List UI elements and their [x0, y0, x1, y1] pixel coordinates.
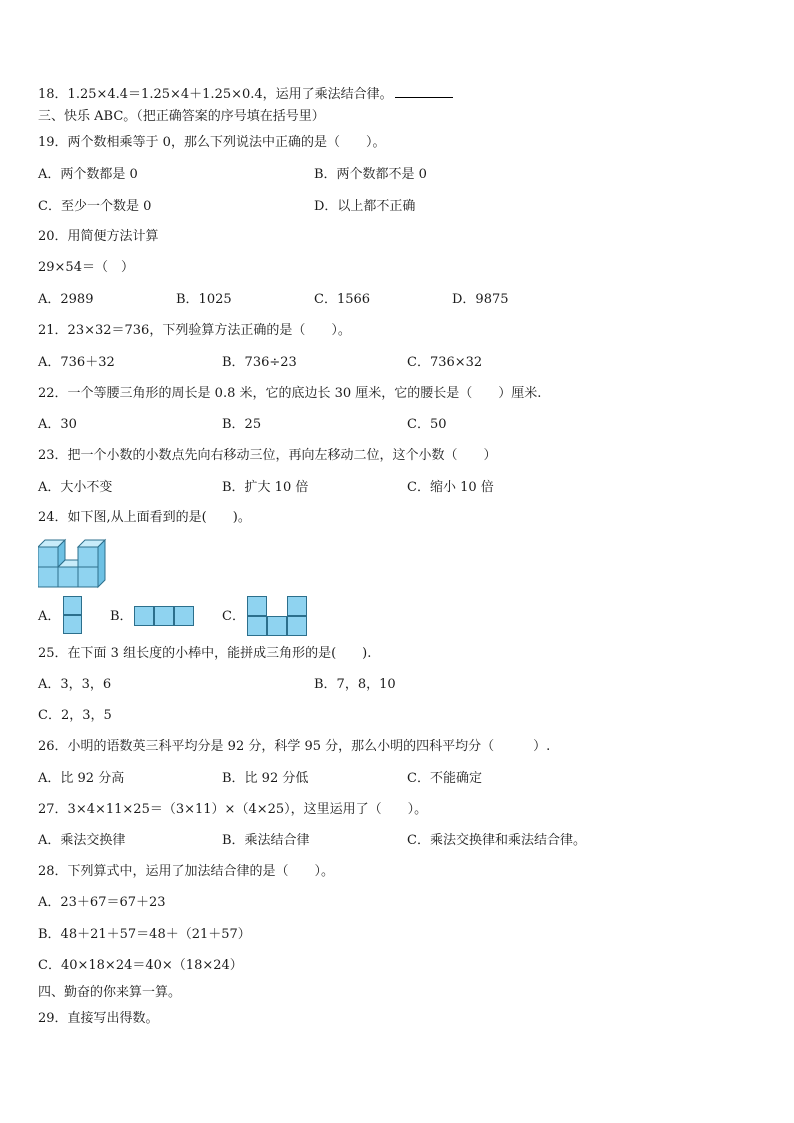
q23-option-c[interactable]: C．缩小 10 倍 [407, 480, 494, 495]
question-19-stem: 19．两个数相乘等于 0，那么下列说法中正确的是（ ）。 [38, 135, 386, 150]
answer-blank-18[interactable] [395, 84, 453, 98]
q20-option-c[interactable]: C．1566 [314, 292, 371, 307]
q24-option-a-label[interactable]: A． [38, 609, 61, 624]
q21-option-a[interactable]: A．736＋32 [38, 355, 115, 370]
q20-option-b[interactable]: B．1025 [176, 292, 232, 307]
q22-option-c[interactable]: C．50 [407, 417, 447, 432]
section-3-title: 三、快乐 ABC。（把正确答案的序号填在括号里） [38, 109, 325, 124]
q24-option-b-square[interactable] [154, 606, 174, 626]
q23-option-b[interactable]: B．扩大 10 倍 [222, 480, 309, 495]
q23-option-a[interactable]: A．大小不变 [38, 480, 113, 495]
q27-option-a[interactable]: A．乘法交换律 [38, 833, 126, 848]
question-22-stem: 22．一个等腰三角形的周长是 0.8 米，它的底边长 30 厘米，它的腰长是（ ）厘米. [38, 386, 542, 401]
q19-option-c[interactable]: C．至少一个数是 0 [38, 199, 152, 214]
q21-option-c[interactable]: C．736×32 [407, 355, 483, 370]
q19-option-a[interactable]: A．两个数都是 0 [38, 167, 138, 182]
question-23-stem: 23．把一个小数的小数点先向右移动三位，再向左移动二位，这个小数（ ） [38, 448, 497, 463]
q25-option-b[interactable]: B．7，8，10 [314, 677, 396, 692]
cube-stack-figure [38, 538, 108, 590]
q24-option-b-label[interactable]: B． [110, 609, 133, 624]
q20-option-a[interactable]: A．2989 [38, 292, 94, 307]
question-28-stem: 28．下列算式中，运用了加法结合律的是（ ）。 [38, 864, 335, 879]
q24-option-c-square[interactable] [287, 616, 307, 636]
q22-option-a[interactable]: A．30 [38, 417, 77, 432]
question-18 [38, 84, 453, 104]
q24-option-a-square[interactable] [63, 615, 82, 634]
q27-option-c[interactable]: C．乘法交换律和乘法结合律。 [407, 833, 586, 848]
q27-option-b[interactable]: B．乘法结合律 [222, 833, 310, 848]
section-4-title: 四、勤奋的你来算一算。 [38, 985, 182, 1000]
question-27-stem: 27．3×4×11×25＝（3×11）×（4×25），这里运用了（ ）。 [38, 802, 428, 817]
q24-option-a-square[interactable] [63, 596, 82, 615]
q21-option-b[interactable]: B．736÷23 [222, 355, 297, 370]
q22-option-b[interactable]: B．25 [222, 417, 262, 432]
q20-option-d[interactable]: D．9875 [452, 292, 509, 307]
q26-option-a[interactable]: A．比 92 分高 [38, 771, 125, 786]
question-24-stem: 24．如下图,从上面看到的是( )。 [38, 510, 251, 525]
question-18-text: 18．1.25×4.4＝1.25×4＋1.25×0.4，运用了乘法结合律。 [38, 87, 393, 102]
q25-option-a[interactable]: A．3，3，6 [38, 677, 112, 692]
question-20-expression: 29×54＝（ ） [38, 260, 134, 275]
q19-option-b[interactable]: B．两个数都不是 0 [314, 167, 427, 182]
question-25-stem: 25．在下面 3 组长度的小棒中，能拼成三角形的是( ). [38, 646, 372, 661]
q24-option-c-square[interactable] [247, 596, 267, 616]
q19-option-d[interactable]: D．以上都不正确 [314, 199, 416, 214]
q26-option-c[interactable]: C．不能确定 [407, 771, 482, 786]
q25-option-c[interactable]: C．2，3，5 [38, 708, 112, 723]
q26-option-b[interactable]: B．比 92 分低 [222, 771, 309, 786]
question-26-stem: 26．小明的语数英三科平均分是 92 分，科学 95 分，那么小明的四科平均分（ ）. [38, 739, 551, 754]
q24-option-b-square[interactable] [174, 606, 194, 626]
question-29-stem: 29．直接写出得数。 [38, 1011, 159, 1026]
q24-option-c-label[interactable]: C． [222, 609, 245, 624]
q28-option-b[interactable]: B．48＋21＋57＝48＋（21＋57） [38, 927, 251, 942]
question-20-stem: 20．用简便方法计算 [38, 229, 159, 244]
q24-option-c-square[interactable] [267, 616, 287, 636]
question-21-stem: 21．23×32＝736，下列验算方法正确的是（ ）。 [38, 323, 351, 338]
q24-option-b-square[interactable] [134, 606, 154, 626]
q24-option-c-square[interactable] [247, 616, 267, 636]
q28-option-a[interactable]: A．23＋67＝67＋23 [38, 895, 166, 910]
q24-option-c-square[interactable] [287, 596, 307, 616]
q28-option-c[interactable]: C．40×18×24＝40×（18×24） [38, 958, 243, 973]
